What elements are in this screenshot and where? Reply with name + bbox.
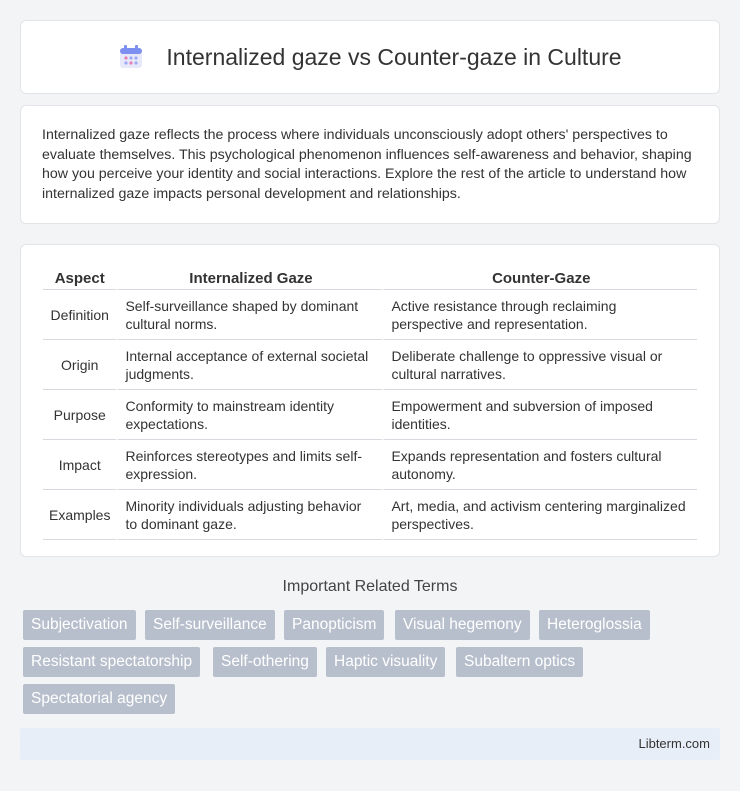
table-row — [43, 490, 697, 540]
header-aspect: Aspect — [43, 265, 116, 290]
title-card — [20, 20, 720, 94]
row-internalized: Reinforces stereotypes and limits self-expression. — [116, 440, 382, 490]
tag-visual-hegemony[interactable]: Visual hegemony — [395, 610, 530, 640]
row-internalized: Minority individuals adjusting behavior to dominant gaze. — [116, 490, 382, 540]
comparison-card — [20, 244, 720, 557]
table-row — [43, 340, 697, 390]
row-aspect: Purpose — [43, 390, 116, 440]
row-aspect: Origin — [43, 340, 116, 390]
row-internalized: Conformity to mainstream identity expectations. — [116, 390, 382, 440]
tag-subjectivation[interactable]: Subjectivation — [23, 610, 136, 640]
row-counter: Empowerment and subversion of imposed identities. — [382, 390, 697, 440]
tag-panopticism[interactable]: Panopticism — [284, 610, 384, 640]
row-internalized: Internal acceptance of external societal judgments. — [116, 340, 382, 390]
table-header-row — [43, 265, 697, 290]
page-title: Internalized gaze vs Counter-gaze in Culture — [166, 43, 622, 70]
row-aspect: Examples — [43, 490, 116, 540]
related-terms-title: Important Related Terms — [282, 578, 458, 595]
table-row — [43, 390, 697, 440]
header-internalized-gaze: Internalized Gaze — [116, 265, 382, 290]
row-aspect: Impact — [43, 440, 116, 490]
header-counter-gaze: Counter-Gaze — [382, 265, 697, 290]
tag-heteroglossia[interactable]: Heteroglossia — [539, 610, 650, 640]
table-row — [43, 290, 697, 340]
footer — [20, 728, 720, 760]
row-counter: Active resistance through reclaiming perspective and representation. — [382, 290, 697, 340]
tag-haptic-visuality[interactable]: Haptic visuality — [326, 647, 445, 677]
row-aspect: Definition — [43, 290, 116, 340]
row-counter: Art, media, and activism centering marginalized perspectives. — [382, 490, 697, 540]
intro-paragraph: Internalized gaze reflects the process where individuals unconsciously adopt others' perspectives to evaluate themselves. This psychological phenomenon influences self-awareness and behavior, shaping how you perceive your identity and social interactions. Explore the rest of the article to understand how internalized gaze impacts personal development and relationships. — [42, 127, 692, 202]
comparison-table — [43, 265, 697, 540]
row-counter: Deliberate challenge to oppressive visual or cultural narratives. — [382, 340, 697, 390]
row-internalized: Self-surveillance shaped by dominant cultural norms. — [116, 290, 382, 340]
calendar-icon — [118, 44, 144, 70]
tag-self-surveillance[interactable]: Self-surveillance — [145, 610, 275, 640]
tag-self-othering[interactable]: Self-othering — [213, 647, 317, 677]
row-counter: Expands representation and fosters cultural autonomy. — [382, 440, 697, 490]
footer-brand[interactable]: Libterm.com — [638, 736, 710, 751]
tag-resistant-spectatorship[interactable]: Resistant spectatorship — [23, 647, 200, 677]
tag-spectatorial-agency[interactable]: Spectatorial agency — [23, 684, 175, 714]
tag-subaltern-optics[interactable]: Subaltern optics — [456, 647, 583, 677]
intro-card — [20, 105, 720, 224]
table-row — [43, 440, 697, 490]
